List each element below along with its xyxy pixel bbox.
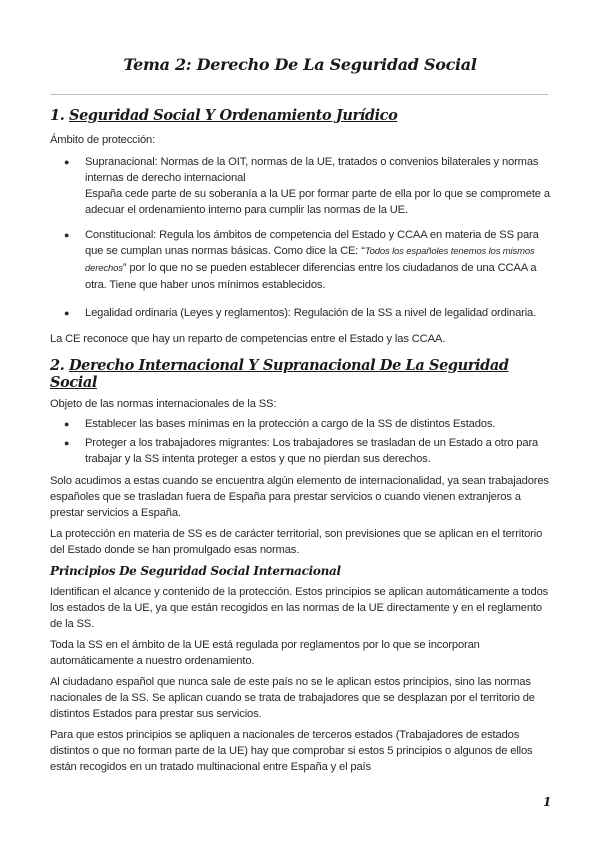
section-2-number: 2. [50,357,65,374]
paragraph: La protección en materia de SS es de carácter territorial, son previsiones que se aplican en el territorio del Estado donde se han promulgado esas normas. [50,528,543,556]
bullet-icon: ● [64,157,70,167]
paragraph: Para que estos principios se apliquen a nacionales de terceros estados (Trabajadores de estados distintos o que no forman parte de la UE) hay que comprobar si estos 5 principios o algunos de ellos están recogidos en un tratado multinacional entre España y el país [50,729,533,773]
section-1-title: Seguridad Social Y Ordenamiento Jurídico [69,107,398,124]
section-2-intro: Objeto de las normas internacionales de la SS: [50,398,277,410]
paragraph: Identifican el alcance y contenido de la protección. Estos principios se aplican automáticamente a todos los estados de la UE, ya que están recogidos en las normas de la UE directamente y en el reglamento de la SS. [50,586,549,630]
section-2-heading [50,357,550,391]
list-item-text: ” por lo que no se pueden establecer diferencias entre los ciudadanos de una CCAA a otra. Tiene que haber unos mínimos establecidos. [85,262,537,291]
list-item [50,305,550,321]
section-1-intro: Ámbito de protección: [50,134,156,146]
list-item-text: Proteger a los trabajadores migrantes: Los trabajadores se trasladan de un Estado a otro para trabajar y la SS intenta proteger a estos y que no pierdan sus derechos. [85,437,539,465]
section-1-closing: La CE reconoce que hay un reparto de competencias entre el Estado y las CCAA. [50,333,446,345]
title-divider [50,94,548,95]
page-title: Tema 2: Derecho De La Seguridad Social [123,55,477,74]
list-item-text: Constitucional: Regula los ámbitos de competencia del Estado y CCAA en materia de SS para que se cumplan unas normas básicas. Como dice la CE: “ [85,229,539,257]
section-1-list [50,154,550,321]
list-item [50,416,550,432]
section-1-number: 1. [50,107,65,124]
bullet-icon: ● [64,438,70,448]
paragraph: Toda la SS en el ámbito de la UE está regulada por reglamentos por lo que se incorporan automáticamente a nuestro ordenamiento. [50,639,480,667]
list-item [50,435,550,467]
list-item [50,227,550,293]
bullet-icon: ● [64,419,70,429]
list-item-text: Legalidad ordinaria (Leyes y reglamentos): Regulación de la SS a nivel de legalidad ordinaria. [85,307,537,319]
list-item-text: Supranacional: Normas de la OIT, normas de la UE, tratados o convenios bilaterales y normas internas de derecho internacional [85,156,539,184]
list-item-text: Establecer las bases mínimas en la protección a cargo de la SS de distintos Estados. [85,418,496,430]
section-2-list [50,416,550,467]
paragraph: Solo acudimos a estas cuando se encuentra algún elemento de internacionalidad, ya sean trabajadores españoles que se trasladan fuera de España para prestar servicios o cuando vienen extranjeros a prestar servicios a España. [50,475,549,519]
bullet-icon: ● [64,230,70,240]
section-1-heading [50,107,550,124]
list-item [50,154,550,218]
paragraph: Al ciudadano español que nunca sale de este país no se le aplican estos principios, sino las normas nacionales de la SS. Se aplican cuando se trata de trabajadores que se desplazan por el territorio de distintos Estados para prestar sus servicios. [50,676,535,720]
list-item-extra: España cede parte de su soberanía a la UE por formar parte de ella por lo que se compromete a adecuar el ordenamiento interno para cumplir las normas de la UE. [85,188,550,216]
document-body [50,105,550,775]
bullet-icon: ● [64,308,70,318]
subsection-heading: Principios De Seguridad Social Internacional [50,564,341,578]
list-item-quote: Todos los españoles tenemos los mismos derechos [85,246,535,274]
section-2-title: Derecho Internacional Y Supranacional De La Seguridad Social [50,357,509,391]
page-number: 1 [543,795,552,809]
